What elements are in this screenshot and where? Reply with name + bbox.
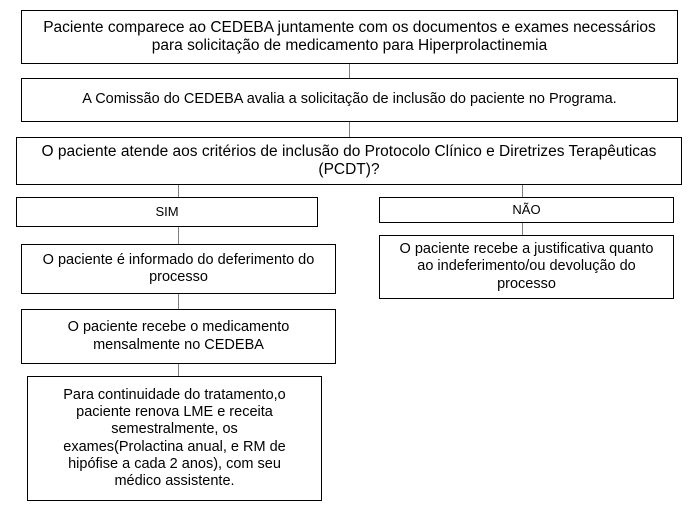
connector-arrival-to-evaluation bbox=[349, 64, 350, 78]
step-arrival-text: Paciente comparece ao CEDEBA juntamente com os documentos e exames necessários para solicitação de medicamento para Hiperprolactinemia bbox=[43, 18, 656, 54]
step-informed-text: O paciente é informado do deferimento do processo bbox=[42, 251, 315, 285]
step-justification-box bbox=[379, 235, 674, 299]
step-medication-text: O paciente recebe o medicamento mensalmente no CEDEBA bbox=[67, 319, 290, 353]
step-continuity-text: Para continuidade do tratamento,o paciente renova LME e receita semestralmente, os exames(Prolactina anual, e RM de hipófise a cada 2 anos), com seu médico assistente. bbox=[63, 387, 286, 489]
branch-no-label: NÃO bbox=[512, 202, 541, 218]
connector-yes-to-informed bbox=[178, 227, 179, 244]
connector-medication-to-continuity bbox=[178, 364, 179, 376]
step-medication-box bbox=[21, 309, 336, 364]
step-justification-text: O paciente recebe a justificativa quanto ao indeferimento/ou devolução do processo bbox=[399, 241, 654, 292]
step-informed-box bbox=[21, 244, 336, 294]
step-continuity-box bbox=[27, 376, 322, 501]
branch-no-box bbox=[379, 197, 674, 223]
connector-decision-to-yes bbox=[178, 185, 179, 197]
decision-question-text: O paciente atende aos critérios de inclusão do Protocolo Clínico e Diretrizes Terapêuticas (PCDT)? bbox=[41, 142, 657, 178]
decision-box bbox=[16, 137, 682, 185]
step-arrival-box bbox=[21, 10, 678, 64]
connector-no-to-justification bbox=[522, 223, 523, 235]
branch-yes-box bbox=[16, 197, 318, 227]
connector-informed-to-medication bbox=[178, 294, 179, 309]
step-evaluation-text: A Comissão do CEDEBA avalia a solicitação de inclusão do paciente no Programa. bbox=[82, 91, 617, 108]
branch-yes-label: SIM bbox=[155, 204, 179, 220]
connector-decision-to-no bbox=[522, 185, 523, 197]
step-evaluation-box bbox=[21, 78, 678, 122]
connector-evaluation-to-decision bbox=[349, 122, 350, 137]
